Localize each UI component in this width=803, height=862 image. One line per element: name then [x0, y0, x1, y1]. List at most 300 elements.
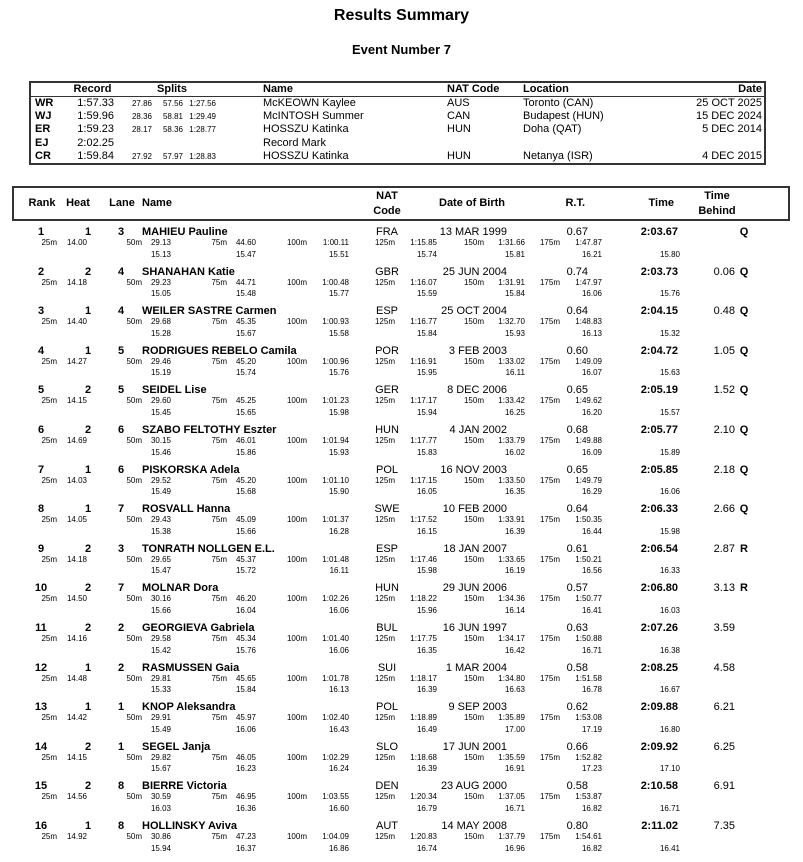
record-row: [31, 123, 764, 136]
split-label: 100m: [286, 594, 307, 604]
record-s1: 28.36: [131, 112, 152, 122]
split-label: 150m: [463, 594, 484, 604]
record-location: Doha (QAT): [523, 123, 582, 136]
lap-value: 15.49: [150, 724, 171, 734]
split-value: 14.00: [66, 238, 87, 247]
result-rank: 4: [37, 344, 45, 357]
split-value: 29.13: [150, 238, 171, 247]
lap-value: 15.48: [235, 289, 256, 299]
split-value: 1:17.17: [410, 396, 437, 406]
split-label: 150m: [463, 317, 484, 327]
result-name: TONRATH NOLLGEN E.L.: [142, 542, 275, 555]
split-label: 75m: [211, 277, 227, 287]
split-value: 1:18.17: [410, 673, 437, 683]
result-dob: 13 MAR 1999: [439, 226, 507, 238]
split-label: 100m: [286, 792, 307, 802]
split-value: 1:49.79: [575, 475, 602, 485]
lap-value: 16.35: [504, 487, 525, 497]
results-header-date-of-birth: Date of Birth: [439, 197, 505, 209]
result-rank: 3: [37, 305, 45, 318]
split-value: 45.37: [235, 554, 256, 564]
lap-value: 15.66: [235, 526, 256, 536]
split-value: 29.46: [150, 356, 171, 366]
lap-value: 16.41: [659, 843, 680, 853]
record-s1: 27.92: [131, 151, 152, 161]
result-dob: 25 OCT 2004: [441, 305, 507, 318]
lap-value: 17.10: [659, 764, 680, 774]
result-rt: 0.64: [566, 305, 588, 318]
split-label: 50m: [126, 515, 142, 525]
result-qual: R: [740, 582, 748, 595]
split-label: 125m: [374, 317, 395, 327]
result-dob: 16 JUN 1997: [442, 622, 507, 634]
split-value: 47.23: [235, 832, 256, 841]
record-s1: 28.17: [131, 125, 152, 135]
split-label: 175m: [539, 356, 560, 366]
split-label: 25m: [41, 713, 57, 723]
lap-value: 15.63: [659, 368, 680, 378]
result-nat: POL: [375, 701, 398, 714]
lap-value: 16.03: [150, 803, 171, 813]
result-heat: 1: [84, 503, 92, 516]
lap-value: 15.47: [150, 566, 171, 576]
record-row: [31, 97, 764, 110]
split-value: 29.82: [150, 752, 171, 762]
split-value: 1:17.52: [410, 515, 437, 525]
split-label: 100m: [286, 752, 307, 762]
split-label: 75m: [211, 634, 227, 643]
lap-value: 15.38: [150, 526, 171, 536]
lap-value: 16.78: [581, 685, 602, 695]
split-label: 100m: [286, 356, 307, 366]
result-rt: 0.62: [566, 701, 588, 714]
result-nat: ESP: [375, 542, 398, 555]
result-behind: 0.48: [713, 305, 735, 318]
result-heat: 2: [84, 622, 92, 634]
split-value: 14.05: [66, 515, 87, 525]
result-row: [0, 422, 803, 462]
lap-value: 16.13: [581, 328, 602, 338]
split-label: 175m: [539, 713, 560, 723]
record-s2: 57.56: [162, 99, 183, 108]
result-qual: R: [740, 542, 748, 555]
split-value: 1:50.21: [575, 554, 602, 564]
split-value: 45.09: [235, 515, 256, 525]
split-label: 25m: [41, 673, 57, 683]
split-label: 175m: [539, 475, 560, 485]
lap-value: 15.13: [150, 249, 171, 259]
result-rt: 0.64: [566, 503, 588, 516]
split-label: 25m: [41, 515, 57, 525]
result-name: SEGEL Janja: [142, 740, 211, 753]
split-value: 1:16.07: [410, 277, 437, 287]
split-label: 50m: [126, 634, 142, 643]
split-label: 75m: [211, 673, 227, 683]
result-nat: SLO: [375, 740, 398, 753]
lap-value: 16.28: [328, 526, 349, 536]
result-rt: 0.58: [566, 780, 588, 793]
lap-value: 16.42: [504, 645, 525, 655]
result-row: [0, 303, 803, 343]
result-dob: 9 SEP 2003: [448, 701, 507, 714]
split-label: 125m: [374, 832, 395, 841]
split-value: 1:33.65: [498, 554, 525, 564]
result-row: [0, 264, 803, 304]
split-value: 14.16: [66, 634, 87, 643]
split-label: 25m: [41, 752, 57, 762]
split-label: 25m: [41, 792, 57, 802]
split-label: 50m: [126, 752, 142, 762]
split-value: 29.43: [150, 515, 171, 525]
lap-value: 15.80: [659, 249, 680, 259]
lap-value: 16.11: [329, 566, 349, 576]
result-time: 2:04.15: [640, 305, 678, 318]
lap-value: 15.05: [150, 289, 171, 299]
result-time: 2:06.54: [640, 542, 678, 555]
split-value: 45.34: [235, 634, 256, 643]
lap-value: 16.15: [416, 526, 437, 536]
split-value: 1:34.17: [498, 634, 525, 643]
split-value: 1:47.87: [575, 238, 602, 247]
result-row: [0, 382, 803, 422]
split-label: 150m: [463, 475, 484, 485]
result-time: 2:08.25: [640, 661, 678, 674]
record-row: [31, 150, 764, 163]
split-value: 1:01.48: [322, 554, 349, 564]
split-value: 1:35.59: [498, 752, 525, 762]
split-label: 125m: [374, 713, 395, 723]
result-lane: 8: [117, 820, 125, 832]
record-name: McINTOSH Summer: [263, 110, 364, 123]
split-value: 1:31.91: [498, 277, 525, 287]
split-label: 75m: [211, 238, 227, 247]
result-nat: SWE: [374, 503, 400, 516]
split-value: 1:35.89: [498, 713, 525, 723]
result-dob: 18 JAN 2007: [443, 542, 507, 555]
result-dob: 3 FEB 2003: [448, 344, 507, 357]
records-header-name: Name: [263, 83, 293, 95]
result-rt: 0.65: [566, 384, 588, 397]
result-rt: 0.65: [566, 463, 588, 476]
lap-value: 16.80: [659, 724, 680, 734]
split-label: 100m: [286, 238, 307, 247]
split-label: 50m: [126, 594, 142, 604]
result-time: 2:11.02: [641, 820, 678, 832]
lap-value: 16.07: [581, 368, 602, 378]
split-value: 1:51.58: [575, 673, 602, 683]
split-label: 150m: [463, 277, 484, 287]
split-label: 175m: [539, 792, 560, 802]
lap-value: 16.39: [504, 526, 525, 536]
result-time: 2:09.88: [640, 701, 678, 714]
split-label: 50m: [126, 475, 142, 485]
result-dob: 25 JUN 2004: [442, 265, 507, 278]
split-value: 1:52.82: [575, 752, 602, 762]
lap-value: 15.76: [328, 368, 349, 378]
result-name: MAHIEU Pauline: [142, 226, 228, 238]
split-label: 125m: [374, 792, 395, 802]
lap-value: 15.58: [328, 328, 349, 338]
split-value: 1:01.37: [322, 515, 349, 525]
lap-value: 16.74: [416, 843, 437, 853]
record-nat: HUN: [447, 123, 471, 136]
result-name: RASMUSSEN Gaia: [142, 661, 240, 674]
record-date: 4 DEC 2015: [702, 149, 762, 162]
split-label: 150m: [463, 515, 484, 525]
record-s3: 1:27.56: [189, 99, 216, 108]
result-rank: 10: [34, 582, 48, 595]
record-record: 1:57.33: [77, 97, 114, 109]
split-value: 46.20: [235, 594, 256, 604]
result-nat: GER: [375, 384, 399, 397]
result-rank: 9: [37, 542, 45, 555]
split-value: 1:49.62: [575, 396, 602, 406]
lap-value: 16.04: [235, 605, 256, 615]
result-behind: 6.91: [713, 780, 735, 793]
split-value: 1:53.87: [575, 792, 602, 802]
result-heat: 2: [84, 582, 92, 595]
split-label: 125m: [374, 594, 395, 604]
result-time: 2:06.33: [640, 503, 678, 516]
split-label: 125m: [374, 634, 395, 643]
result-dob: 23 AUG 2000: [440, 780, 507, 793]
lap-value: 15.67: [235, 328, 256, 338]
result-rank: 15: [34, 780, 48, 793]
split-value: 1:49.88: [575, 436, 602, 445]
split-value: 1:18.89: [410, 713, 437, 723]
split-label: 175m: [539, 673, 560, 683]
result-dob: 16 NOV 2003: [440, 463, 507, 476]
result-row: [0, 343, 803, 383]
split-value: 1:02.26: [322, 594, 349, 604]
split-label: 175m: [539, 515, 560, 525]
split-value: 1:00.48: [322, 277, 349, 287]
split-value: 46.05: [235, 752, 256, 762]
result-behind: 4.58: [713, 661, 735, 674]
records-header-nat: NAT Code: [447, 83, 500, 95]
split-value: 44.60: [235, 238, 256, 247]
lap-value: 15.66: [150, 605, 171, 615]
result-dob: 17 JUN 2001: [442, 740, 507, 753]
result-behind: 3.59: [713, 622, 735, 634]
split-label: 125m: [374, 356, 395, 366]
record-name: McKEOWN Kaylee: [263, 97, 356, 109]
lap-value: 15.93: [328, 447, 349, 457]
split-label: 25m: [41, 317, 57, 327]
record-location: Toronto (CAN): [523, 97, 594, 109]
records-header-splits: Splits: [157, 83, 187, 95]
record-name: Record Mark: [263, 136, 326, 149]
record-date: 15 DEC 2024: [695, 110, 762, 123]
split-label: 75m: [211, 356, 227, 366]
result-time: 2:05.85: [640, 463, 678, 476]
split-value: 29.81: [150, 673, 171, 683]
page-title: Results Summary: [333, 7, 470, 24]
split-value: 1:50.77: [575, 594, 602, 604]
split-value: 1:50.35: [575, 515, 602, 525]
results-header-heat: Heat: [66, 197, 90, 209]
result-behind: 6.21: [713, 701, 735, 714]
lap-value: 15.84: [235, 685, 256, 695]
result-lane: 6: [117, 424, 125, 436]
split-label: 100m: [286, 317, 307, 327]
result-rt: 0.80: [566, 820, 588, 832]
split-label: 25m: [41, 475, 57, 485]
result-qual: Q: [739, 265, 749, 278]
split-label: 150m: [463, 396, 484, 406]
result-nat: AUT: [376, 820, 398, 832]
split-label: 150m: [463, 832, 484, 841]
lap-value: 16.13: [328, 685, 349, 695]
result-dob: 8 DEC 2006: [447, 384, 507, 397]
lap-value: 16.25: [504, 407, 525, 417]
result-rank: 12: [34, 661, 48, 674]
result-rank: 6: [37, 424, 45, 436]
result-lane: 3: [117, 226, 125, 238]
lap-value: 15.98: [659, 526, 680, 536]
split-value: 14.48: [66, 673, 87, 683]
split-value: 14.50: [66, 594, 87, 604]
result-rt: 0.68: [566, 424, 588, 436]
lap-value: 15.93: [504, 328, 525, 338]
lap-value: 15.81: [504, 249, 525, 259]
split-label: 50m: [126, 554, 142, 564]
record-tag: ER: [35, 123, 51, 136]
split-value: 29.65: [150, 554, 171, 564]
split-value: 29.52: [150, 475, 171, 485]
split-value: 45.65: [235, 673, 256, 683]
split-value: 44.71: [235, 277, 256, 287]
split-label: 50m: [126, 792, 142, 802]
split-label: 100m: [286, 436, 307, 445]
result-heat: 2: [84, 265, 92, 278]
split-label: 175m: [539, 752, 560, 762]
lap-value: 15.49: [150, 487, 171, 497]
record-record: 2:02.25: [77, 136, 114, 149]
lap-value: 16.39: [416, 685, 437, 695]
result-heat: 1: [84, 820, 92, 832]
split-label: 100m: [286, 713, 307, 723]
record-nat: AUS: [447, 97, 470, 109]
split-value: 1:00.93: [322, 317, 349, 327]
split-label: 175m: [539, 317, 560, 327]
result-lane: 7: [117, 582, 125, 595]
split-label: 25m: [41, 594, 57, 604]
result-rt: 0.60: [566, 344, 588, 357]
split-label: 25m: [41, 554, 57, 564]
result-name: MOLNAR Dora: [142, 582, 219, 595]
split-label: 175m: [539, 832, 560, 841]
records-header-date: Date: [738, 83, 762, 95]
result-behind: 2.18: [713, 463, 735, 476]
split-value: 1:53.08: [575, 713, 602, 723]
lap-value: 16.06: [235, 724, 256, 734]
lap-value: 16.37: [235, 843, 256, 853]
split-label: 150m: [463, 792, 484, 802]
result-time: 2:06.80: [640, 582, 678, 595]
lap-value: 16.91: [504, 764, 525, 774]
result-time: 2:03.67: [640, 226, 678, 238]
split-value: 46.01: [235, 436, 256, 445]
split-value: 1:18.22: [410, 594, 437, 604]
result-rank: 5: [37, 384, 45, 397]
result-row: [0, 699, 803, 739]
record-s2: 57.97: [162, 151, 183, 161]
record-tag: WR: [35, 97, 54, 109]
record-location: Netanya (ISR): [523, 149, 593, 162]
result-name: SHANAHAN Katie: [142, 265, 235, 278]
record-tag: WJ: [35, 110, 52, 123]
result-row: [0, 620, 803, 660]
split-label: 175m: [539, 554, 560, 564]
lap-value: 16.41: [581, 605, 602, 615]
result-rank: 14: [34, 740, 48, 753]
lap-value: 16.39: [416, 764, 437, 774]
split-label: 125m: [374, 475, 395, 485]
split-value: 1:16.91: [410, 356, 437, 366]
record-name: HOSSZU Katinka: [263, 123, 349, 136]
result-lane: 3: [117, 542, 125, 555]
split-label: 25m: [41, 832, 57, 841]
lap-value: 16.43: [328, 724, 349, 734]
result-nat: FRA: [376, 226, 398, 238]
result-lane: 8: [117, 780, 125, 793]
split-label: 25m: [41, 238, 57, 247]
record-s3: 1:28.77: [189, 125, 216, 135]
record-record: 1:59.96: [77, 110, 114, 123]
result-rt: 0.74: [566, 265, 588, 278]
split-label: 25m: [41, 634, 57, 643]
split-label: 50m: [126, 713, 142, 723]
split-label: 75m: [211, 594, 227, 604]
result-heat: 2: [84, 542, 92, 555]
lap-value: 16.71: [504, 803, 525, 813]
split-value: 1:34.36: [498, 594, 525, 604]
lap-value: 16.71: [659, 803, 680, 813]
lap-value: 16.02: [504, 447, 525, 457]
result-heat: 1: [84, 344, 92, 357]
split-label: 50m: [126, 356, 142, 366]
record-s2: 58.81: [162, 112, 183, 122]
result-time: 2:04.72: [640, 344, 678, 357]
result-rank: 1: [37, 226, 45, 238]
split-label: 100m: [286, 634, 307, 643]
lap-value: 15.74: [416, 249, 437, 259]
record-location: Budapest (HUN): [523, 110, 604, 123]
lap-value: 16.44: [581, 526, 602, 536]
split-value: 1:02.40: [322, 713, 349, 723]
records-table: [29, 81, 766, 165]
split-value: 14.92: [66, 832, 87, 841]
split-value: 1:33.91: [498, 515, 525, 525]
lap-value: 15.95: [416, 368, 437, 378]
split-label: 100m: [286, 515, 307, 525]
split-label: 150m: [463, 752, 484, 762]
lap-value: 16.06: [581, 289, 602, 299]
result-lane: 1: [117, 740, 125, 753]
result-rank: 2: [37, 265, 45, 278]
result-behind: 2.87: [713, 542, 735, 555]
split-label: 175m: [539, 436, 560, 445]
result-nat: POR: [375, 344, 399, 357]
split-label: 150m: [463, 713, 484, 723]
result-row: [0, 541, 803, 581]
split-label: 25m: [41, 277, 57, 287]
result-behind: 2.66: [713, 503, 735, 516]
split-value: 1:01.40: [322, 634, 349, 643]
result-heat: 2: [84, 424, 92, 436]
split-label: 150m: [463, 634, 484, 643]
